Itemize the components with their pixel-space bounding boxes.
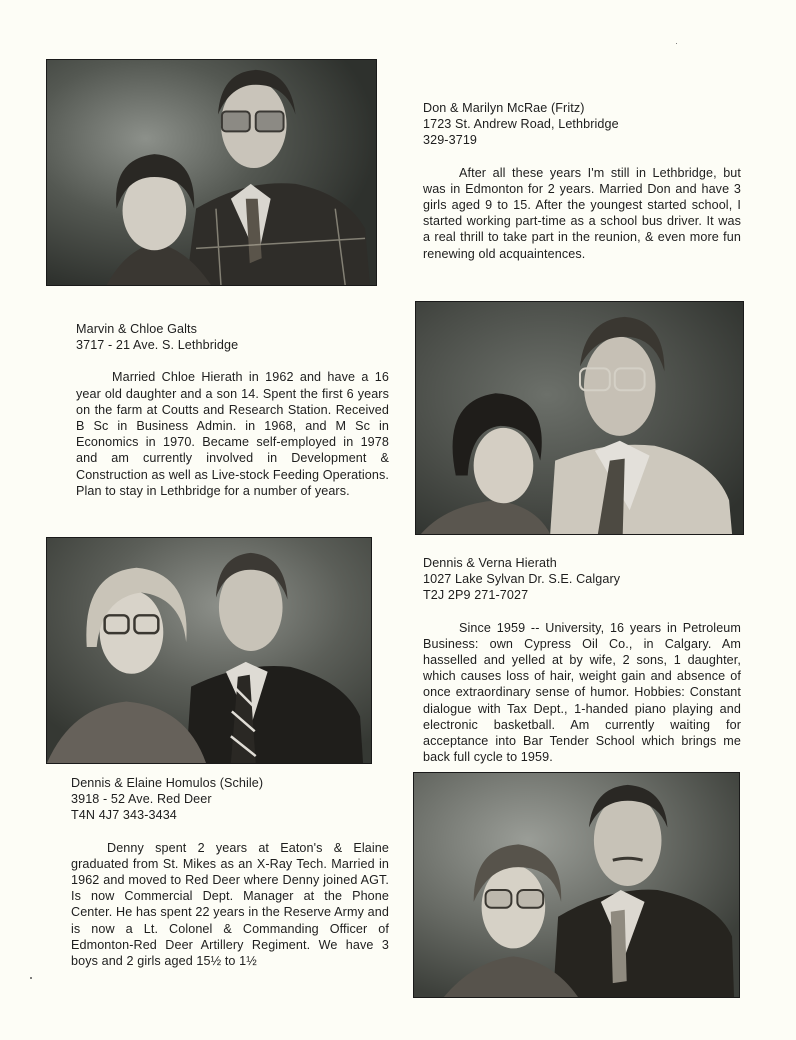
photo-homulos [46, 537, 372, 764]
entry-address: 3717 - 21 Ave. S. Lethbridge [76, 338, 239, 353]
entry-name: Dennis & Verna Hierath [423, 556, 557, 570]
portrait-homulos-graphic [47, 538, 371, 763]
entry-contact: T2J 2P9 271-7027 [423, 588, 529, 603]
entry-mcrae [423, 100, 741, 262]
entry-name: Don & Marilyn McRae (Fritz) [423, 101, 585, 115]
entry-address: 3918 - 52 Ave. Red Deer [71, 792, 212, 807]
entry-name: Marvin & Chloe Galts [76, 322, 197, 336]
print-speck [30, 977, 32, 979]
entry-contact: 329-3719 [423, 133, 478, 148]
portrait-mcrae-graphic [47, 60, 376, 285]
entry-name: Dennis & Elaine Homulos (Schile) [71, 776, 264, 790]
entry-contact: T4N 4J7 343-3434 [71, 808, 177, 823]
portrait-hierath-graphic [416, 302, 743, 534]
entry-bio: Since 1959 -- University, 16 years in Petroleum Business: own Cypress Oil Co., in Calgary. Am hasselled and yelled at by wife, 2 sons, 1 daughter, which causes loss of hair, weight gain and absence of once extraordinary sense of humor. Hobbies: Constant dialogue with Tax Dept., 1-handed piano playing and electronic basketball. Am currently waiting for acceptance into Bar Tender School which brings me back full cycle to 1959. [423, 620, 741, 765]
photo-bottom-right [413, 772, 740, 998]
entry-address: 1723 St. Andrew Road, Lethbridge [423, 117, 619, 132]
photo-mcrae [46, 59, 377, 286]
entry-galts [76, 321, 389, 499]
entry-hierath [423, 555, 741, 765]
entry-address: 1027 Lake Sylvan Dr. S.E. Calgary [423, 572, 621, 587]
entry-bio: Married Chloe Hierath in 1962 and have a 16 year old daughter and a son 14. Spent the first 6 years on the farm at Coutts and Research Station. Received B Sc in Business Admin. in 1968, and M Sc in Economics in 1970. Became self-employed in 1978 and am currently involved in Development & Construction as well as Live-stock Feeding Operations. Plan to stay in Lethbridge for a number of years. [76, 370, 389, 498]
print-speck [676, 43, 677, 44]
entry-homulos [71, 775, 389, 969]
photo-hierath [415, 301, 744, 535]
entry-bio: Denny spent 2 years at Eaton's & Elaine graduated from St. Mikes as an X-Ray Tech. Married in 1962 and moved to Red Deer where Denny joined AGT. Is now Commercial Dept. Manager at the Phone Center. He has spent 22 years in the Reserve Army and is now a Lt. Colonel & Commanding Officer of Edmonton-Red Deer Artillery Regiment. We have 3 boys and 2 girls aged 15½ to 1½ [71, 840, 389, 969]
entry-bio: After all these years I'm still in Lethbridge, but was in Edmonton for 2 years. Married Don and have 3 girls aged 9 to 15. After the youngest started school, I started working part-time as a school bus driver. It was a real thrill to take part in the reunion, & even more fun renewing old acquaintences. [423, 165, 741, 261]
portrait-bottom-right-graphic [414, 773, 739, 997]
